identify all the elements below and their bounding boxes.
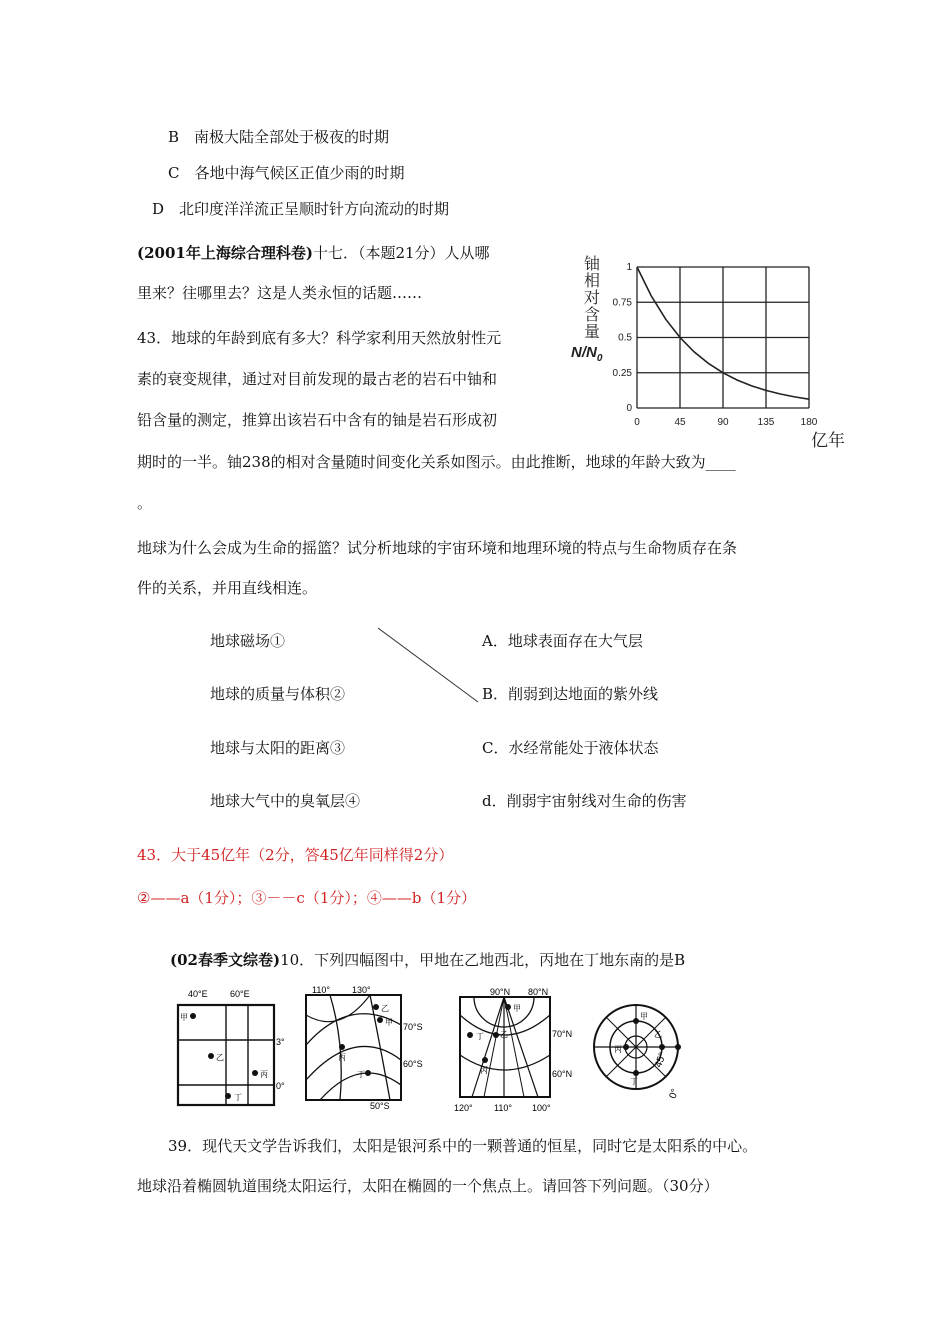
q43-line4: 期时的一半。铀238的相对含量随时间变化关系如图示。由此推断，地球的年龄大致为____ [137,453,736,471]
map1-lon2: 60°E [230,989,250,999]
answer-44: ②——a（1分）；③－－c（1分）；④——b（1分） [137,889,477,907]
chart-xtick-label: 0 [634,417,640,428]
map3-b3: 100° [532,1103,551,1113]
chart-ylabel [571,255,603,364]
match-left-2: 地球的质量与体积② [210,685,346,703]
q10-text: 10．下列四幅图中，甲地在乙地西北，丙地在丁地东南的是B [280,951,686,969]
q43-line2: 素的衰变规律，通过对目前发现的最古老的岩石中铀和 [137,370,498,388]
map3-p2: 丁 [476,1032,484,1041]
match-connector-line [370,620,490,710]
q43-line3: 铅含量的测定，推算出该岩石中含有的铀是岩石形成初 [137,411,498,429]
match-left-4: 地球大气中的臭氧层④ [210,792,361,810]
map2-lat3: 50°S [370,1101,390,1110]
chart-ylabel-ratio: $N/N_0$ [571,344,603,364]
q17-source: (2001年上海综合理科卷) [137,244,313,262]
q17-intro-line1 [137,243,490,263]
option-b: B 南极大陆全部处于极夜的时期 [168,128,390,146]
map1-p4: 丁 [234,1093,242,1102]
match-left-1: 地球磁场① [210,632,286,650]
chart-ylabel-char: 含 [583,307,601,324]
q43-line5: 。 [137,494,153,512]
q44-line2: 件的关系，并用直线相连。 [137,579,318,597]
chart-ylabel-sub: 0 [596,353,603,364]
chart-ylabel-char: 相 [583,273,601,290]
chart-ylabel-char: 铀 [583,256,601,273]
map2-p3: 丙 [338,1053,346,1062]
option-c: C 各地中海气候区正值少雨的时期 [168,164,405,182]
map2-p2: 甲 [385,1018,393,1027]
map3-p4: 丙 [480,1066,488,1075]
match-right-d: d．削弱宇宙射线对生命的伤害 [482,792,687,810]
match-right-c: C．水经常能处于液体状态 [482,739,659,757]
map2-p1: 乙 [381,1004,389,1013]
map3-lat1: 70°N [552,1029,573,1039]
q44-line1: 地球为什么会成为生命的摇篮？试分析地球的宇宙环境和地理环境的特点与生命物质存在条 [137,539,738,557]
map4-lab2: 0° [667,1087,682,1101]
map2-p4: 丁 [357,1070,365,1079]
chart-ytick-label: 1 [626,262,632,273]
map1-lat1: 3° [276,1037,285,1047]
uranium-decay-chart [555,245,845,450]
map3-b2: 110° [494,1103,512,1113]
chart-xtick-label: 180 [800,417,818,428]
chart-ytick-label: 0.25 [612,367,632,379]
map1-p3: 丙 [260,1070,268,1079]
option-d: D 北印度洋洋流正呈顺时针方向流动的时期 [152,200,450,218]
q17-intro-text: 十七．（本题21分）人从哪 [312,244,490,262]
q17-intro-line2: 里来？往哪里去？这是人类永恒的话题…… [137,284,423,302]
chart-ytick-label: 0 [626,403,632,414]
answer-43: 43．大于45亿年（2分，答45亿年同样得2分） [137,846,454,864]
map3-p1: 甲 [513,1004,521,1013]
map-4 [592,980,697,1115]
map4-lab1: 45° [653,1051,669,1070]
map1-lon1: 40°E [188,989,208,999]
map4-p4: 丁 [630,1077,638,1086]
map-1 [168,985,286,1110]
map1-p1: 甲 [180,1013,188,1022]
chart-ylabel-char: 对 [583,290,601,307]
chart-ytick-label: 0.5 [618,332,632,344]
q43-line1: 43．地球的年龄到底有多大？科学家利用天然放射性元 [137,329,502,347]
chart-xtick-label: 45 [674,417,686,428]
match-left-3: 地球与太阳的距离③ [210,739,346,757]
map4-p3: 丙 [614,1045,622,1054]
map3-top1: 90°N [490,987,511,997]
chart-ytick-label: 0.75 [612,297,632,309]
map-2 [300,985,435,1110]
q39-line1: 39．现代天文学告诉我们，太阳是银河系中的一颗普通的恒星，同时它是太阳系的中心。 [168,1137,758,1155]
q10-line [170,950,685,970]
map4-p2: 乙 [654,1030,662,1039]
map-3 [452,985,592,1115]
chart-xtick-label: 135 [757,417,775,428]
chart-xlabel: 亿年 [811,431,845,450]
map2-lat2: 60°S [403,1059,423,1069]
map3-lat2: 60°N [552,1069,573,1079]
chart-xtick-label: 90 [717,417,729,428]
chart-ylabel-char: 量 [583,324,601,341]
map3-p3: 乙 [500,1030,508,1039]
map1-lat2: 0° [276,1081,285,1091]
map2-lon1: 110° [312,985,330,995]
map1-p2: 乙 [216,1053,224,1062]
match-right-b: B．削弱到达地面的紫外线 [482,685,659,703]
q10-source: (02春季文综卷) [170,951,281,969]
map3-b1: 120° [454,1103,473,1113]
map4-p1: 甲 [640,1012,648,1021]
q39-line2: 地球沿着椭圆轨道围绕太阳运行，太阳在椭圆的一个焦点上。请回答下列问题。（30分） [137,1177,719,1195]
match-right-a: A．地球表面存在大气层 [482,632,643,650]
map3-top2: 80°N [528,987,549,997]
map2-lat1: 70°S [403,1022,423,1032]
map2-lon2: 130° [352,985,371,995]
